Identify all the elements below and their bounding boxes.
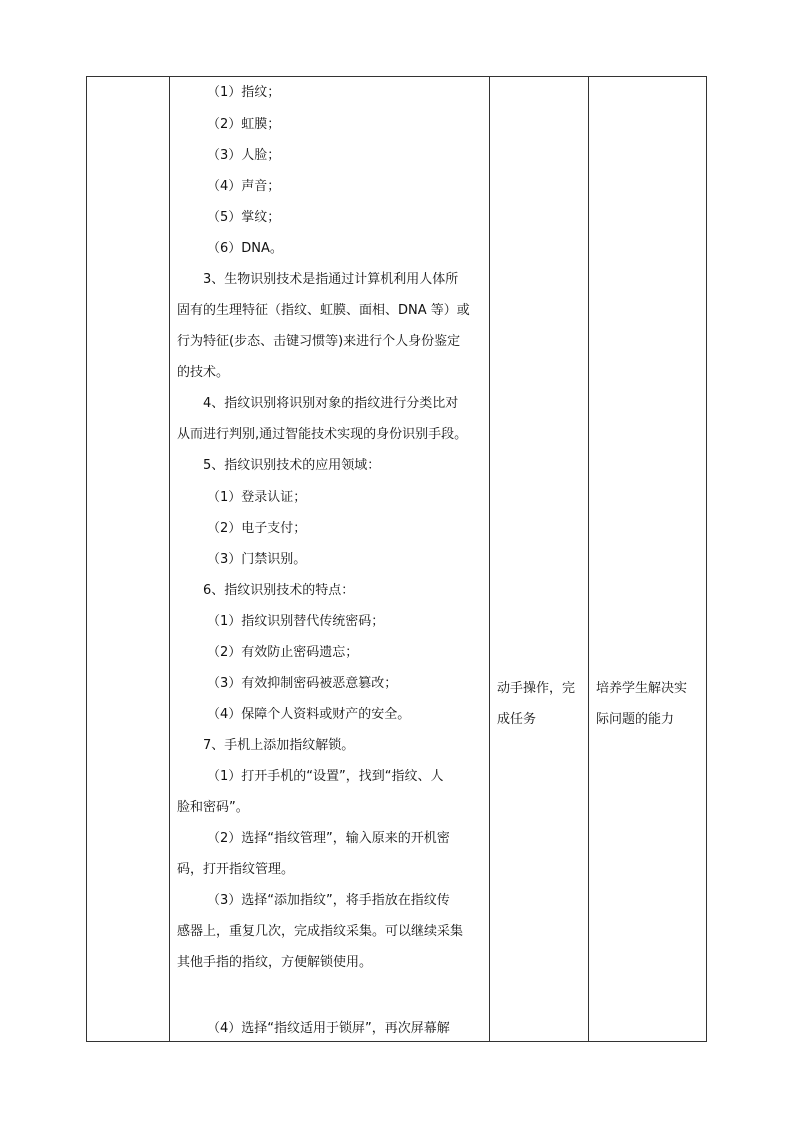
design-intent-line: 培养学生解决实 bbox=[596, 681, 688, 696]
list-item: （1）打开手机的“设置”，找到“指纹、人 bbox=[207, 769, 444, 784]
paragraph-line: 固有的生理特征（指纹、虹膜、面相、DNA 等）或 bbox=[177, 303, 470, 318]
student-activity-cell bbox=[497, 673, 575, 735]
paragraph-line: 行为特征(步态、击键习惯等)来进行个人身份鉴定 bbox=[177, 334, 461, 349]
list-item: （3）有效抑制密码被恶意篡改； bbox=[207, 676, 398, 691]
design-intent-line: 际问题的能力 bbox=[596, 712, 675, 727]
list-item: （2）选择“指纹管理”，输入原来的开机密 bbox=[207, 831, 450, 846]
paragraph-line: 3、生物识别技术是指通过计算机利用人体所 bbox=[203, 272, 459, 287]
paragraph-line: 其他手指的指纹，方便解锁使用。 bbox=[177, 955, 373, 970]
list-item: （4）声音； bbox=[207, 179, 281, 194]
list-item: （6）DNA。 bbox=[207, 241, 283, 256]
list-item: （1）登录认证； bbox=[207, 490, 307, 505]
list-item: （3）人脸； bbox=[207, 148, 281, 163]
paragraph-line: 6、指纹识别技术的特点： bbox=[203, 583, 355, 598]
paragraph-line: 5、指纹识别技术的应用领域： bbox=[203, 458, 381, 473]
list-item: （2）有效防止密码遗忘； bbox=[207, 645, 359, 660]
list-item: （1）指纹识别替代传统密码； bbox=[207, 614, 385, 629]
student-activity-line: 动手操作，完 bbox=[497, 681, 576, 696]
list-item: （3）门禁识别。 bbox=[207, 552, 307, 567]
column-divider bbox=[588, 77, 589, 1041]
paragraph-line: 从而进行判别,通过智能技术实现的身份识别手段。 bbox=[177, 427, 468, 442]
design-intent-cell bbox=[596, 673, 687, 735]
paragraph-line: 7、手机上添加指纹解锁。 bbox=[203, 738, 355, 753]
paragraph-line: 的技术。 bbox=[177, 365, 230, 380]
lesson-table bbox=[86, 76, 707, 1042]
paragraph-line: 脸和密码”。 bbox=[177, 800, 249, 815]
list-item: （5）掌纹； bbox=[207, 210, 281, 225]
list-item: （1）指纹； bbox=[207, 85, 281, 100]
column-divider bbox=[489, 77, 490, 1041]
teaching-content-cell bbox=[169, 77, 489, 1041]
list-item: （2）虹膜； bbox=[207, 117, 281, 132]
list-item: （4）选择“指纹适用于锁屏”，再次屏幕解 bbox=[207, 1021, 450, 1036]
list-item: （3）选择“添加指纹”，将手指放在指纹传 bbox=[207, 893, 450, 908]
student-activity-line: 成任务 bbox=[497, 712, 537, 727]
paragraph-line: 4、指纹识别将识别对象的指纹进行分类比对 bbox=[203, 396, 459, 411]
paragraph-line: 感器上，重复几次，完成指纹采集。可以继续采集 bbox=[177, 924, 464, 939]
list-item: （2）电子支付； bbox=[207, 521, 307, 536]
paragraph-line: 码，打开指纹管理。 bbox=[177, 862, 295, 877]
list-item: （4）保障个人资料或财产的安全。 bbox=[207, 707, 411, 722]
